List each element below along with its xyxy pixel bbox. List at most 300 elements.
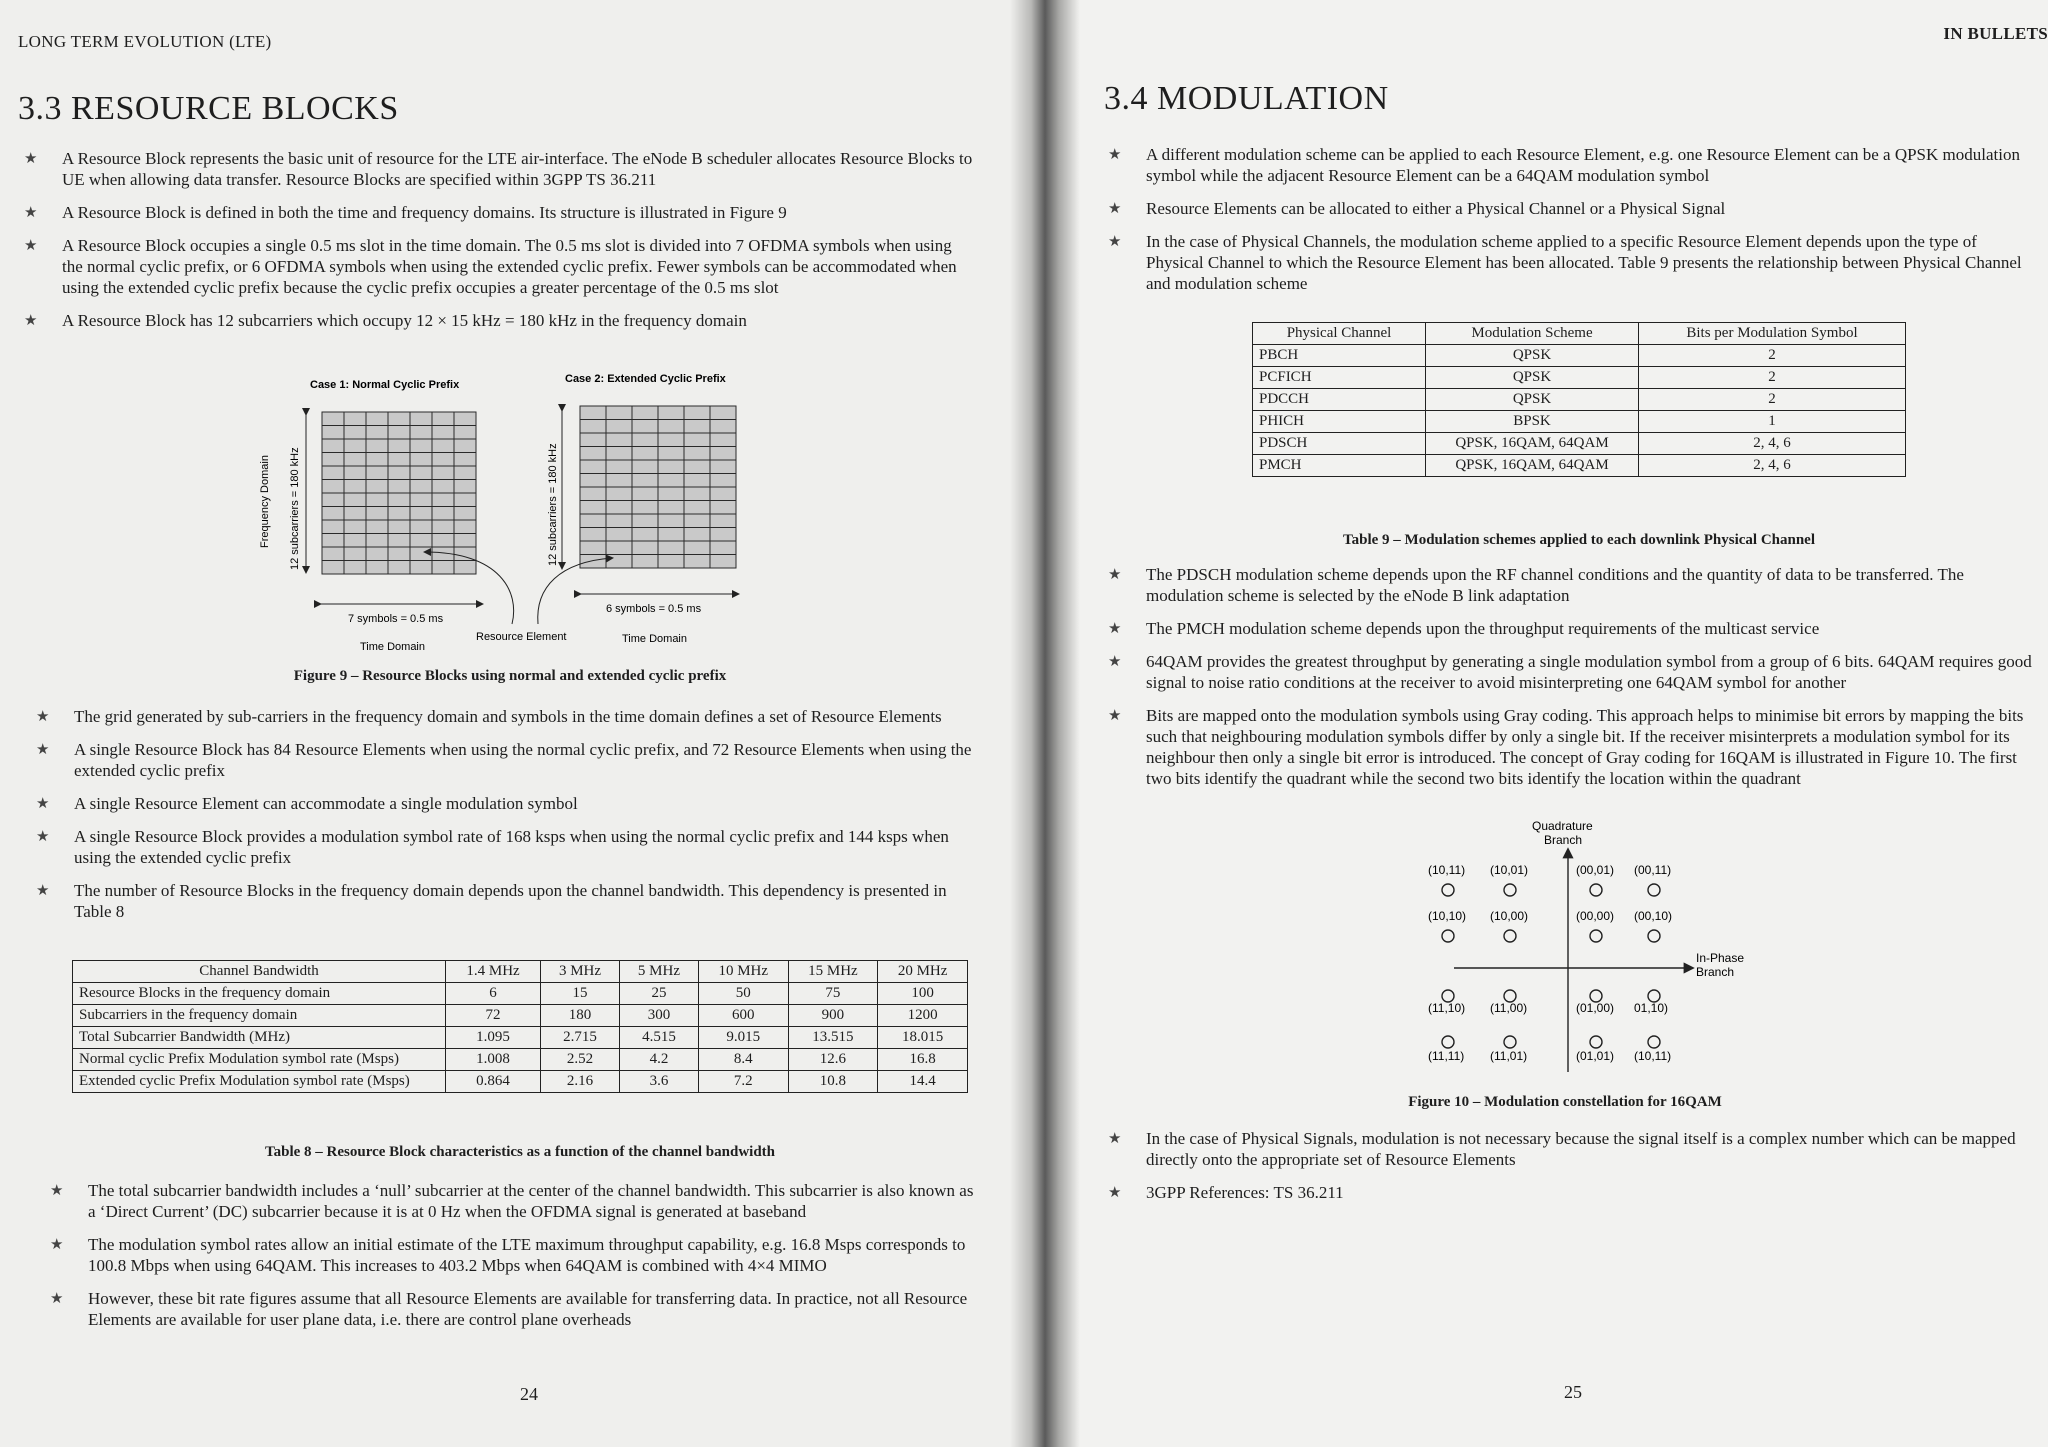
resource-element-cell: [344, 493, 366, 507]
right-bullets-mid: [1108, 564, 2038, 801]
table-cell: 1200: [878, 1005, 968, 1027]
resource-element-cell: [366, 453, 388, 467]
resource-element-cell: [632, 555, 658, 569]
resource-element-cell: [410, 534, 432, 548]
resource-element-cell: [388, 480, 410, 494]
right-page: [1040, 0, 2048, 1447]
resource-element-cell: [606, 420, 632, 434]
resource-element-cell: [366, 480, 388, 494]
resource-element-cell: [388, 466, 410, 480]
resource-element-cell: [388, 561, 410, 575]
resource-element-cell: [606, 406, 632, 420]
resource-element-cell: [580, 541, 606, 555]
constellation-point: [1590, 930, 1602, 942]
resource-element-cell: [366, 466, 388, 480]
table-cell: 2: [1639, 345, 1906, 367]
table-row: [1253, 345, 1906, 367]
resource-element-cell: [580, 474, 606, 488]
left-bullets-top: [24, 148, 974, 343]
resource-element-cell: [606, 474, 632, 488]
table-cell: QPSK, 16QAM, 64QAM: [1426, 433, 1639, 455]
right-page-number: 25: [1564, 1382, 1582, 1402]
resource-element-cell: [606, 433, 632, 447]
table-row: [73, 1005, 968, 1027]
table-cell: 8.4: [698, 1049, 788, 1071]
resource-element-cell: [322, 466, 344, 480]
resource-element-cell: [632, 406, 658, 420]
constellation-label: (10,01): [1490, 863, 1529, 877]
resource-element-cell: [344, 520, 366, 534]
constellation-label: (11,01): [1490, 1049, 1528, 1063]
table-cell: 15: [541, 983, 620, 1005]
resource-element-cell: [710, 541, 736, 555]
list-item: ★ In the case of Physical Signals, modulation is not necessary because the signal itself is a complex number which can be mapped directly onto the appropriate set of Resource Elements: [1108, 1128, 2038, 1170]
table-cell: 18.015: [878, 1027, 968, 1049]
list-item: ★ A Resource Block has 12 subcarriers which occupy 12 × 15 kHz = 180 kHz in the frequency domain: [24, 310, 974, 331]
table-cell: 1.095: [446, 1027, 541, 1049]
resource-element-cell: [388, 439, 410, 453]
table-header-cell: 1.4 MHz: [446, 961, 541, 983]
constellation-point: [1648, 1036, 1660, 1048]
list-item: ★ A Resource Block occupies a single 0.5 ms slot in the time domain. The 0.5 ms slot is divided into 7 OFDMA symbols when using the normal cyclic prefix, or 6 OFDMA symbols when using the extended cyclic prefix. Fewer symbols can be accommodated when using the extended cyclic prefix because the cyclic prefix occupies a greater percentage of the 0.5 ms slot: [24, 235, 974, 298]
resource-element-cell: [710, 501, 736, 515]
time-domain-label-2: Time Domain: [622, 633, 687, 645]
resource-element-cell: [366, 520, 388, 534]
frequency-domain-label: Frequency Domain: [259, 455, 271, 548]
constellation-label: (00,10): [1634, 909, 1673, 923]
table-row: [73, 1049, 968, 1071]
table-cell: QPSK: [1426, 367, 1639, 389]
resource-element-cell: [322, 547, 344, 561]
resource-element-cell: [580, 433, 606, 447]
resource-element-cell: [684, 541, 710, 555]
table-header-cell: 3 MHz: [541, 961, 620, 983]
table-cell: PBCH: [1253, 345, 1426, 367]
resource-element-cell: [410, 466, 432, 480]
table-cell: 600: [698, 1005, 788, 1027]
resource-element-cell: [710, 474, 736, 488]
table-cell: 2, 4, 6: [1639, 455, 1906, 477]
right-bullets-bottom: [1108, 1128, 2038, 1215]
table-cell: PDCCH: [1253, 389, 1426, 411]
resource-element-cell: [580, 420, 606, 434]
resource-element-cell: [658, 487, 684, 501]
table-cell: PMCH: [1253, 455, 1426, 477]
resource-element-cell: [344, 426, 366, 440]
resource-element-cell: [344, 534, 366, 548]
resource-element-cell: [606, 487, 632, 501]
resource-element-cell: [388, 412, 410, 426]
constellation-point: [1504, 930, 1516, 942]
resource-element-cell: [710, 514, 736, 528]
resource-element-cell: [432, 466, 454, 480]
resource-element-cell: [322, 453, 344, 467]
resource-element-cell: [684, 514, 710, 528]
resource-element-cell: [454, 493, 476, 507]
table-cell: 75: [788, 983, 878, 1005]
symbols6-label: 6 symbols = 0.5 ms: [606, 603, 702, 615]
resource-element-cell: [322, 426, 344, 440]
constellation-label: (00,00): [1576, 909, 1615, 923]
resource-element-cell: [344, 466, 366, 480]
resource-element-cell: [710, 433, 736, 447]
resource-element-cell: [388, 507, 410, 521]
resource-element-cell: [454, 466, 476, 480]
table-cell: 1: [1639, 411, 1906, 433]
resource-element-cell: [344, 561, 366, 575]
symbols7-label: 7 symbols = 0.5 ms: [348, 613, 444, 625]
resource-element-cell: [684, 501, 710, 515]
list-item: ★ A Resource Block represents the basic unit of resource for the LTE air-interface. The eNode B scheduler allocates Resource Blocks to UE when allowing data transfer. Resource Blocks are specified within 3GPP TS 36.211: [24, 148, 974, 190]
resource-element-cell: [366, 507, 388, 521]
constellation-label: (01,00): [1576, 1001, 1615, 1015]
list-item: ★ In the case of Physical Channels, the modulation scheme applied to a specific Resource Element depends upon the type of Physical Channel to which the Resource Element has been allocated. Table 9 presents the relationship between Physical Channel and modulation scheme: [1108, 231, 2038, 294]
table-cell: 3.6: [619, 1071, 698, 1093]
resource-element-cell: [454, 412, 476, 426]
section-title-resource-blocks: 3.3 RESOURCE BLOCKS: [18, 90, 399, 127]
table-row: [1253, 367, 1906, 389]
table-cell: 4.2: [619, 1049, 698, 1071]
constellation-label: (10,11): [1634, 1049, 1672, 1063]
resource-element-cell: [410, 547, 432, 561]
table-8-caption: Table 8 – Resource Block characteristics as a function of the channel bandwidth: [264, 1144, 775, 1160]
subcarriers-label-2: 12 subcarriers = 180 kHz: [547, 443, 559, 566]
resource-element-cell: [684, 447, 710, 461]
resource-element-cell: [344, 507, 366, 521]
list-item: ★ Bits are mapped onto the modulation symbols using Gray coding. This approach helps to minimise bit errors by mapping the bits such that neighbouring modulation symbols differ by only a single bit. If the receiver misinterprets a modulation symbol for its neighbour then only a single bit error is introduced. The concept of Gray coding for 16QAM is illustrated in Figure 10. The first two bits identify the quadrant while the second two bits identify the location within the quadrant: [1108, 705, 2038, 789]
table-cell: PDSCH: [1253, 433, 1426, 455]
resource-element-cell: [432, 507, 454, 521]
resource-element-cell: [580, 487, 606, 501]
resource-element-cell: [710, 447, 736, 461]
constellation-points: [1428, 863, 1672, 1063]
resource-element-cell: [454, 561, 476, 575]
resource-element-cell: [410, 439, 432, 453]
table-header-cell: Bits per Modulation Symbol: [1639, 323, 1906, 345]
constellation-point: [1590, 884, 1602, 896]
resource-element-cell: [684, 460, 710, 474]
resource-element-cell: [454, 453, 476, 467]
constellation-point: [1504, 1036, 1516, 1048]
resource-element-cell: [344, 439, 366, 453]
resource-element-cell: [432, 412, 454, 426]
resource-element-cell: [606, 514, 632, 528]
resource-element-cell: [388, 426, 410, 440]
resource-element-cell: [632, 487, 658, 501]
constellation-label: (11,00): [1490, 1001, 1528, 1015]
table-header-cell: 5 MHz: [619, 961, 698, 983]
constellation-point: [1504, 884, 1516, 896]
resource-element-cell: [684, 528, 710, 542]
constellation-point: [1442, 930, 1454, 942]
table-row: [73, 983, 968, 1005]
resource-element-cell: [410, 426, 432, 440]
constellation-label: (10,11): [1428, 863, 1466, 877]
quadrature-label-2: Branch: [1544, 833, 1583, 847]
table-cell: Extended cyclic Prefix Modulation symbol rate (Msps): [73, 1071, 446, 1093]
resource-element-cell: [322, 439, 344, 453]
resource-element-cell: [454, 426, 476, 440]
list-item: ★ The modulation symbol rates allow an initial estimate of the LTE maximum throughput capability, e.g. 16.8 Msps corresponds to 100.8 Mbps when using 64QAM. This increases to 403.2 Mbps when 64QAM is combined with 4×4 MIMO: [50, 1234, 980, 1276]
book-gutter-shadow: [1010, 0, 1080, 1447]
resource-element-cell: [632, 501, 658, 515]
table-cell: 2: [1639, 389, 1906, 411]
resource-element-cell: [454, 507, 476, 521]
resource-element-cell: [432, 439, 454, 453]
table-cell: PHICH: [1253, 411, 1426, 433]
left-page-number: 24: [520, 1384, 538, 1404]
table-9: [1252, 322, 1906, 477]
resource-element-cell: [658, 474, 684, 488]
constellation-point: [1442, 884, 1454, 896]
resource-element-cell: [632, 541, 658, 555]
table-cell: 14.4: [878, 1071, 968, 1093]
resource-element-cell: [606, 541, 632, 555]
constellation-label: (00,01): [1576, 863, 1615, 877]
table-cell: QPSK, 16QAM, 64QAM: [1426, 455, 1639, 477]
resource-element-cell: [658, 460, 684, 474]
list-item: ★ The PMCH modulation scheme depends upon the throughput requirements of the multicast service: [1108, 618, 2038, 639]
table-header-row: [1253, 323, 1906, 345]
list-item: ★ A single Resource Element can accommodate a single modulation symbol: [36, 793, 986, 814]
resource-element-cell: [606, 501, 632, 515]
resource-element-cell: [684, 420, 710, 434]
resource-element-cell: [580, 555, 606, 569]
table-cell: 0.864: [446, 1071, 541, 1093]
table-cell: 2, 4, 6: [1639, 433, 1906, 455]
table-cell: 6: [446, 983, 541, 1005]
resource-element-cell: [366, 412, 388, 426]
resource-element-cell: [366, 493, 388, 507]
resource-element-cell: [344, 453, 366, 467]
resource-element-cell: [322, 507, 344, 521]
resource-element-cell: [366, 439, 388, 453]
resource-element-cell: [580, 501, 606, 515]
resource-element-cell: [454, 439, 476, 453]
table-cell: Subcarriers in the frequency domain: [73, 1005, 446, 1027]
constellation-label: (01,01): [1576, 1049, 1615, 1063]
table-header-cell: Physical Channel: [1253, 323, 1426, 345]
table-header-cell: Channel Bandwidth: [73, 961, 446, 983]
resource-element-cell: [432, 534, 454, 548]
resource-element-cell: [684, 487, 710, 501]
table-cell: 16.8: [878, 1049, 968, 1071]
table-cell: Normal cyclic Prefix Modulation symbol rate (Msps): [73, 1049, 446, 1071]
table-header-cell: Modulation Scheme: [1426, 323, 1639, 345]
table-8: [72, 960, 968, 1093]
table-cell: QPSK: [1426, 389, 1639, 411]
resource-element-cell: [366, 534, 388, 548]
resource-element-cell: [322, 520, 344, 534]
resource-element-cell: [388, 493, 410, 507]
right-bullets-top: [1108, 144, 2038, 306]
resource-element-cell: [710, 555, 736, 569]
table-cell: 180: [541, 1005, 620, 1027]
constellation-label: (11,10): [1428, 1001, 1466, 1015]
resource-element-cell: [322, 412, 344, 426]
resource-element-cell: [632, 433, 658, 447]
list-item: ★ 64QAM provides the greatest throughput by generating a single modulation symbol from a group of 6 bits. 64QAM requires good signal to noise ratio conditions at the receiver to avoid misinterpreting one 64QAM symbol for another: [1108, 651, 2038, 693]
resource-element-cell: [580, 406, 606, 420]
quadrature-label-1: Quadrature: [1532, 819, 1593, 833]
constellation-label: (11,11): [1428, 1049, 1465, 1063]
resource-element-cell: [322, 561, 344, 575]
resource-element-cell: [710, 406, 736, 420]
table-cell: 50: [698, 983, 788, 1005]
resource-element-cell: [606, 447, 632, 461]
table-header-cell: 20 MHz: [878, 961, 968, 983]
resource-element-cell: [632, 460, 658, 474]
table-cell: 10.8: [788, 1071, 878, 1093]
table-cell: 13.515: [788, 1027, 878, 1049]
case1-title: Case 1: Normal Cyclic Prefix: [310, 379, 460, 391]
table-cell: 900: [788, 1005, 878, 1027]
figure-10-16qam-constellation: [1400, 816, 1745, 1078]
table-cell: 2.16: [541, 1071, 620, 1093]
list-item: ★ However, these bit rate figures assume that all Resource Elements are available for transferring data. In practice, not all Resource Elements are available for user plane data, i.e. there are control plane overheads: [50, 1288, 980, 1330]
table-cell: 7.2: [698, 1071, 788, 1093]
constellation-point: [1590, 1036, 1602, 1048]
resource-element-cell: [658, 555, 684, 569]
table-cell: 300: [619, 1005, 698, 1027]
resource-element-cell: [606, 460, 632, 474]
table-row: [1253, 455, 1906, 477]
constellation-label: (00,11): [1634, 863, 1672, 877]
resource-element-cell: [322, 480, 344, 494]
resource-element-cell: [410, 507, 432, 521]
resource-element-cell: [432, 426, 454, 440]
table-cell: 2.715: [541, 1027, 620, 1049]
table-header-row: [73, 961, 968, 983]
list-item: ★ A Resource Block is defined in both the time and frequency domains. Its structure is illustrated in Figure 9: [24, 202, 974, 223]
table-row: [1253, 389, 1906, 411]
resource-element-cell: [684, 474, 710, 488]
resource-element-cell: [410, 493, 432, 507]
resource-element-label: Resource Element: [476, 631, 567, 643]
subcarriers-label-1: 12 subcarriers = 180 kHz: [289, 447, 301, 570]
table-header-cell: 15 MHz: [788, 961, 878, 983]
resource-element-cell: [710, 528, 736, 542]
resource-element-cell: [658, 433, 684, 447]
resource-element-cell: [432, 561, 454, 575]
resource-element-cell: [410, 412, 432, 426]
table-9-caption: Table 9 – Modulation schemes applied to each downlink Physical Channel: [1342, 532, 1816, 548]
resource-element-cell: [388, 520, 410, 534]
table-cell: 100: [878, 983, 968, 1005]
resource-element-cell: [658, 528, 684, 542]
resource-element-cell: [454, 534, 476, 548]
normal-cp-grid: [322, 412, 476, 574]
resource-element-cell: [658, 514, 684, 528]
table-cell: 72: [446, 1005, 541, 1027]
resource-element-cell: [632, 447, 658, 461]
resource-element-cell: [410, 453, 432, 467]
table-cell: Total Subcarrier Bandwidth (MHz): [73, 1027, 446, 1049]
table-cell: 25: [619, 983, 698, 1005]
constellation-label: 01,10): [1634, 1001, 1669, 1015]
time-domain-label-1: Time Domain: [360, 641, 425, 653]
resource-element-cell: [658, 447, 684, 461]
resource-element-cell: [322, 493, 344, 507]
table-cell: 1.008: [446, 1049, 541, 1071]
table-cell: 12.6: [788, 1049, 878, 1071]
list-item: ★ A single Resource Block has 84 Resource Elements when using the normal cyclic prefix, and 72 Resource Elements when using the extended cyclic prefix: [36, 739, 986, 781]
list-item: ★ The total subcarrier bandwidth includes a ‘null’ subcarrier at the center of the channel bandwidth. This subcarrier is also known as a ‘Direct Current’ (DC) subcarrier because it is at 0 Hz when the OFDMA signal is generated at baseband: [50, 1180, 980, 1222]
resource-element-cell: [366, 547, 388, 561]
resource-element-cell: [580, 447, 606, 461]
table-cell: 4.515: [619, 1027, 698, 1049]
resource-element-cell: [658, 501, 684, 515]
resource-element-cell: [580, 514, 606, 528]
list-item: ★ The grid generated by sub-carriers in the frequency domain and symbols in the time domain defines a set of Resource Elements: [36, 706, 986, 727]
constellation-point: [1648, 884, 1660, 896]
resource-element-cell: [632, 528, 658, 542]
resource-element-cell: [432, 493, 454, 507]
inphase-label-1: In-Phase: [1696, 951, 1745, 965]
resource-element-cell: [454, 547, 476, 561]
resource-element-cell: [454, 480, 476, 494]
table-cell: QPSK: [1426, 345, 1639, 367]
resource-element-cell: [388, 534, 410, 548]
table-cell: PCFICH: [1253, 367, 1426, 389]
resource-element-cell: [658, 420, 684, 434]
resource-element-cell: [684, 433, 710, 447]
table-row: [1253, 411, 1906, 433]
table-header-cell: 10 MHz: [698, 961, 788, 983]
extended-cp-grid: [580, 406, 736, 568]
resource-element-cell: [632, 474, 658, 488]
left-bullets-bottom: [50, 1180, 980, 1342]
table-cell: BPSK: [1426, 411, 1639, 433]
table-row: [73, 1071, 968, 1093]
left-bullets-mid: [36, 706, 986, 934]
right-running-head: IN BULLETS: [1943, 24, 2048, 43]
figure-9-resource-blocks: [250, 372, 770, 664]
resource-element-cell: [454, 520, 476, 534]
resource-element-cell: [410, 520, 432, 534]
inphase-label-2: Branch: [1696, 965, 1735, 979]
resource-element-cell: [410, 480, 432, 494]
resource-element-cell: [684, 406, 710, 420]
resource-element-cell: [344, 412, 366, 426]
resource-element-cell: [432, 480, 454, 494]
resource-element-cell: [710, 420, 736, 434]
resource-element-cell: [658, 541, 684, 555]
resource-element-cell: [388, 547, 410, 561]
constellation-label: (10,10): [1428, 909, 1467, 923]
figure-10-caption: Figure 10 – Modulation constellation for 16QAM: [1408, 1094, 1722, 1110]
list-item: ★ The PDSCH modulation scheme depends upon the RF channel conditions and the quantity of data to be transferred. The modulation scheme is selected by the eNode B link adaptation: [1108, 564, 2038, 606]
table-cell: 2: [1639, 367, 1906, 389]
constellation-label: (10,00): [1490, 909, 1529, 923]
list-item: ★ A different modulation scheme can be applied to each Resource Element, e.g. one Resource Element can be a QPSK modulation symbol while the adjacent Resource Element can be a 64QAM modulation symbol: [1108, 144, 2038, 186]
resource-element-cell: [366, 426, 388, 440]
resource-element-cell: [344, 480, 366, 494]
list-item: ★ Resource Elements can be allocated to either a Physical Channel or a Physical Signal: [1108, 198, 2038, 219]
resource-element-cell: [632, 420, 658, 434]
resource-element-cell: [344, 547, 366, 561]
resource-element-cell: [580, 460, 606, 474]
resource-element-cell: [580, 528, 606, 542]
resource-element-cell: [710, 460, 736, 474]
resource-element-cell: [658, 406, 684, 420]
table-row: [1253, 433, 1906, 455]
resource-element-cell: [388, 453, 410, 467]
resource-element-cell: [632, 514, 658, 528]
resource-element-cell: [366, 561, 388, 575]
left-running-head: LONG TERM EVOLUTION (LTE): [18, 32, 272, 51]
table-row: [73, 1027, 968, 1049]
